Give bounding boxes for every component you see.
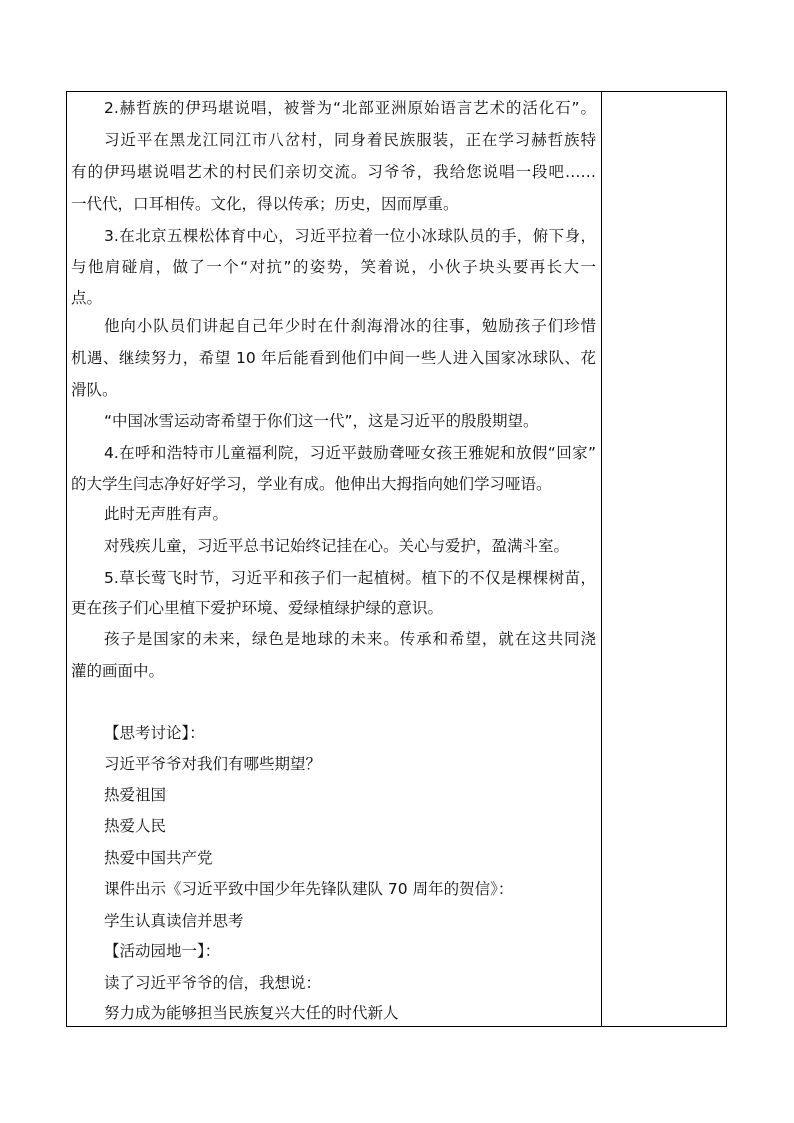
text-line: 此时无声胜有声。 [104,505,229,523]
text-line: 4.在呼和浩特市儿童福利院，习近平鼓励聋哑女孩王雅妮和放假“回家” [104,444,596,462]
text-line: 习近平爷爷对我们有哪些期望？ [104,755,322,773]
text-line: 热爱人民 [104,817,167,835]
lesson-table [66,91,727,1027]
text-line: 读了习近平爷爷的信，我想说： [104,974,322,992]
text-line: 热爱中国共产党 [104,849,213,867]
text-line: 的大学生闫志净好好学习，学业有成。他伸出大拇指向她们学习哑语。 [71,475,552,493]
text-line: 3.在北京五棵松体育中心，习近平拉着一位小冰球队员的手，俯下身， [104,227,596,245]
text-line: 机遇、继续努力，希望 10 年后能看到他们中间一些人进入国家冰球队、花 [71,349,596,367]
text-line: 努力成为能够担当民族复兴大任的时代新人 [104,1004,399,1022]
text-line: 他向小队员们讲起自己年少时在什刹海滑冰的往事，勉励孩子们珍惜 [104,317,596,335]
text-line: 灌的画面中。 [71,662,165,680]
text-line: 滑队。 [71,381,118,399]
text-line: 有的伊玛堪说唱艺术的村民们亲切交流。习爷爷，我给您说唱一段吧…… [71,163,596,181]
text-line: 学生认真读信并思考 [104,912,244,930]
text-line: 2.赫哲族的伊玛堪说唱，被誉为“北部亚洲原始语言艺术的活化石”。 [104,99,596,117]
text-line: 【活动园地一】： [104,942,221,960]
text-line: 孩子是国家的未来，绿色是地球的未来。传承和希望，就在这共同浇 [104,630,596,648]
text-line: 更在孩子们心里植下爱护环境、爱绿植绿护绿的意识。 [71,599,444,617]
text-line: 与他肩碰肩，做了一个“对抗”的姿势，笑着说，小伙子块头要再长大一 [71,258,596,276]
text-line: 热爱祖国 [104,786,167,804]
text-line: “中国冰雪运动寄希望于你们这一代”，这是习近平的殷殷期望。 [104,412,539,430]
text-line: 一代代，口耳相传。文化，得以传承；历史，因而厚重。 [71,195,459,213]
text-line: 习近平在黑龙江同江市八岔村，同身着民族服装，正在学习赫哲族特 [104,131,596,149]
text-line: 课件出示《习近平致中国少年先锋队建队 70 周年的贺信》： [104,880,514,898]
text-line: 对残疾儿童，习近平总书记始终记挂在心。关心与爱护，盈满斗室。 [104,537,570,555]
text-line: 点。 [71,289,103,307]
text-line: 5.草长莺飞时节，习近平和孩子们一起植树。植下的不仅是棵棵树苗， [104,569,596,587]
text-line: 【思考讨论】： [104,724,205,742]
column-divider [601,92,602,1026]
